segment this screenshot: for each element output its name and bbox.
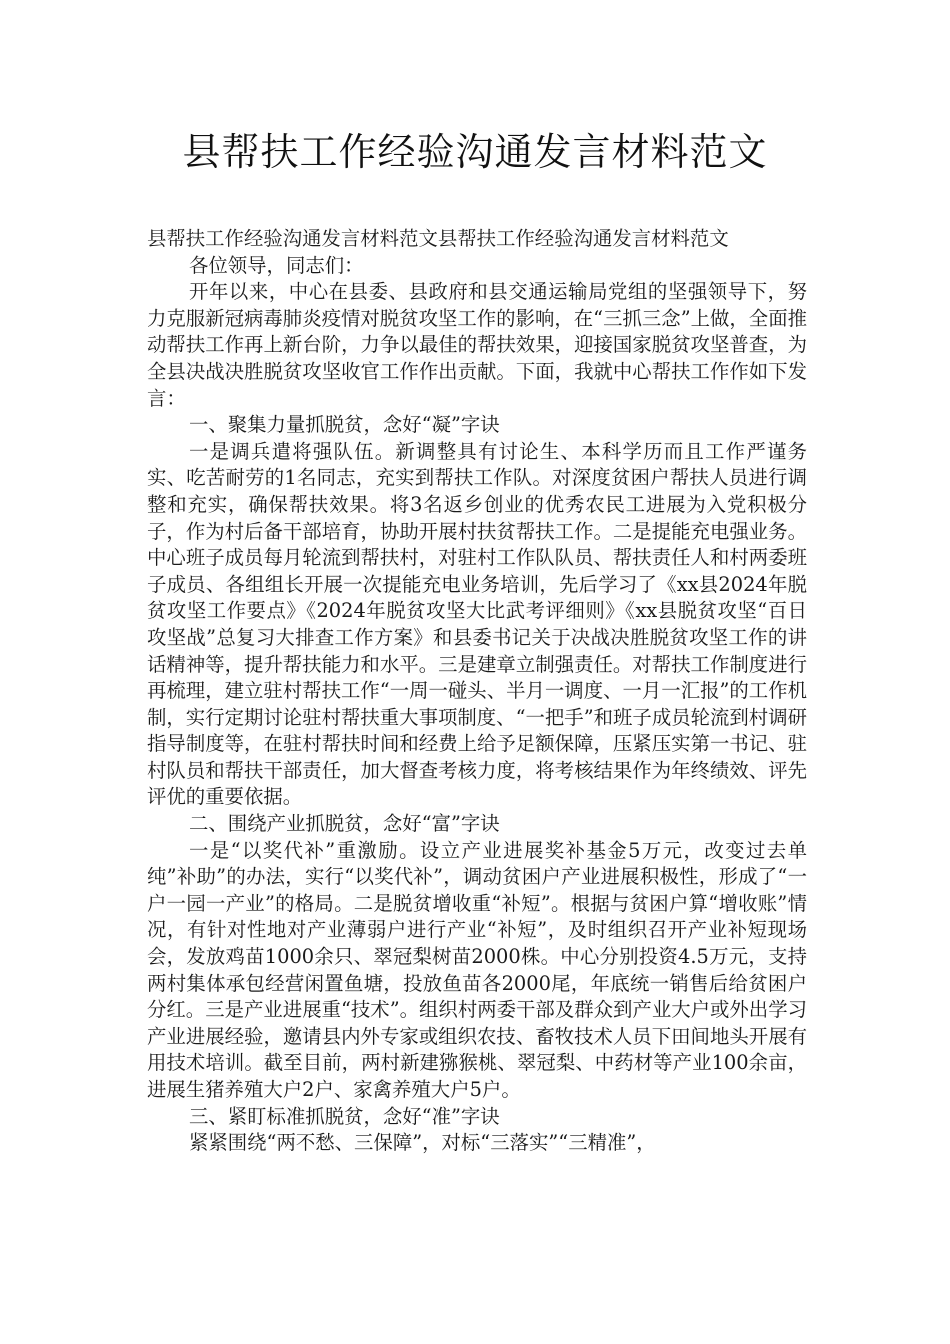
paragraph-section-1: 一是调兵遣将强队伍。新调整具有讨论生、本科学历而且工作严谨务实、吃苦耐劳的1名同志，充实到帮扶工作队。对深度贫困户帮扶人员进行调整和充实，确保帮扶效果。将3名返乡创业的优秀农民工进展为入党积极分子，作为村后备干部培育，协助开展村扶贫帮扶工作。二是提能充电强业务。中心班子成员每月轮流到帮扶村，对驻村工作队队员、帮扶责任人和村两委班子成员、各组组长开展一次提能充电业务培训，先后学习了《xx县2024年脱贫攻坚工作要点》《2024年脱贫攻坚大比武考评细则》《xx县脱贫攻坚“百日攻坚战”总复习大排查工作方案》和县委书记关于决战决胜脱贫攻坚工作的讲话精神等，提升帮扶能力和水平。三是建章立制强责任。对帮扶工作制度进行再梳理，建立驻村帮扶工作“一周一碰头、半月一调度、一月一汇报”的工作机制，实行定期讨论驻村帮扶重大事项制度、“一把手”和班子成员轮流到村调研指导制度等，在驻村帮扶时间和经费上给予足额保障，压紧压实第一书记、驻村队员和帮扶干部责任，加大督查考核力度，将考核结果作为年终绩效、评先评优的重要依据。 bbox=[147, 439, 807, 809]
salutation: 各位领导，同志们： bbox=[189, 253, 364, 277]
paragraph-section-3: 紧紧围绕“两不愁、三保障”，对标“三落实”“三精准”， bbox=[189, 1131, 656, 1155]
section-heading-1: 一、聚集力量抓脱贫，念好“凝”字诀 bbox=[189, 413, 500, 437]
section-heading-3: 三、紧盯标准抓脱贫，念好“准”字诀 bbox=[189, 1104, 500, 1128]
document-title: 县帮扶工作经验沟通发言材料范文 bbox=[182, 130, 768, 174]
document-body bbox=[147, 226, 807, 1157]
section-heading-2: 二、围绕产业抓脱贫，念好“富”字诀 bbox=[189, 812, 500, 836]
intro-line: 县帮扶工作经验沟通发言材料范文县帮扶工作经验沟通发言材料范文 bbox=[147, 227, 729, 250]
paragraph-section-2: 一是“以奖代补”重激励。设立产业进展奖补基金5万元，改变过去单纯”补助”的办法，实行“以奖代补”，调动贫困户产业进展积极性，形成了“一户一园一产业”的格局。二是脱贫增收重“补短”。根据与贫困户算“增收账”情况，有针对性地对产业薄弱户进行产业“补短”，及时组织召开产业补短现场会，发放鸡苗1000余只、翠冠梨树苗2000株。中心分别投资4.5万元，支持两村集体承包经营闲置鱼塘，投放鱼苗各2000尾，年底统一销售后给贫困户分红。三是产业进展重“技术”。组织村两委干部及群众到产业大户或外出学习产业进展经验，邀请县内外专家或组织农技、畜牧技术人员下田间地头开展有用技术培训。截至目前，两村新建猕猴桃、翠冠梨、中药材等产业100余亩，进展生猪养殖大户2户、家禽养殖大户5户。 bbox=[147, 838, 807, 1101]
paragraph-opening: 开年以来，中心在县委、县政府和县交通运输局党组的坚强领导下，努力克服新冠病毒肺炎疫情对脱贫攻坚工作的影响，在“三抓三念”上做，全面推动帮扶工作再上新台阶，力争以最佳的帮扶效果，迎接国家脱贫攻坚普查，为全县决战决胜脱贫攻坚收官工作作出贡献。下面，我就中心帮扶工作作如下发言： bbox=[147, 280, 807, 410]
